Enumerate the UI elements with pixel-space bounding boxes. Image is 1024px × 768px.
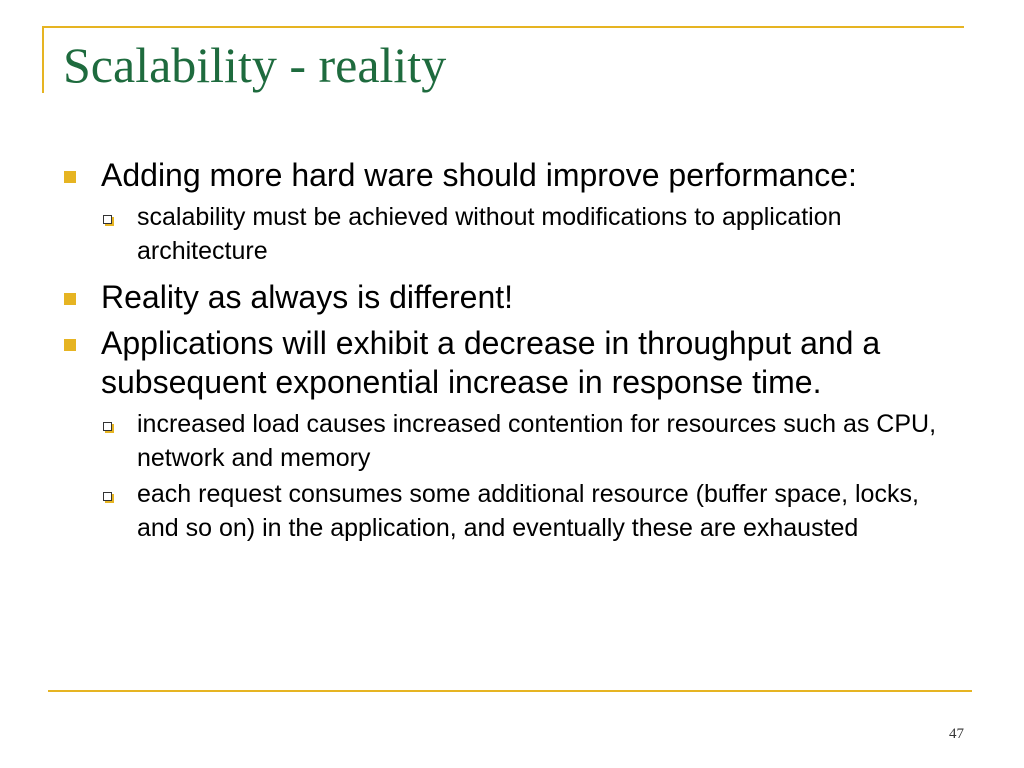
square-bullet-icon [64, 339, 76, 351]
top-accent-line [42, 26, 964, 28]
sub-bullet-text: scalability must be achieved without modifications to application architecture [137, 203, 842, 265]
bottom-accent-line [48, 690, 972, 692]
left-accent-line [42, 26, 44, 93]
hollow-square-bullet-icon [103, 422, 112, 431]
sub-bullet-list [60, 200, 960, 268]
sub-bullet-item [60, 407, 960, 475]
bullet-text: Reality as always is different! [101, 279, 514, 315]
sub-bullet-item [60, 200, 960, 268]
hollow-square-bullet-icon [103, 215, 112, 224]
square-bullet-icon [64, 171, 76, 183]
bullet-text: Adding more hard ware should improve performance: [101, 157, 857, 193]
page-number: 47 [949, 726, 964, 742]
slide-title: Scalability - reality [63, 37, 447, 93]
sub-bullet-text: increased load causes increased contention for resources such as CPU, network and memory [137, 410, 937, 472]
bullet-text: Applications will exhibit a decrease in throughput and a subsequent exponential increase in response time. [101, 325, 881, 400]
sub-bullet-item [60, 477, 960, 545]
square-bullet-icon [64, 293, 76, 305]
sub-bullet-list [60, 407, 960, 545]
bullet-item [60, 156, 960, 195]
sub-bullet-text: each request consumes some additional resource (buffer space, locks, and so on) in the application, and eventually these are exhausted [137, 480, 919, 542]
bullet-item [60, 324, 960, 402]
bullet-item [60, 278, 960, 317]
bullet-list [60, 156, 960, 545]
hollow-square-bullet-icon [103, 492, 112, 501]
